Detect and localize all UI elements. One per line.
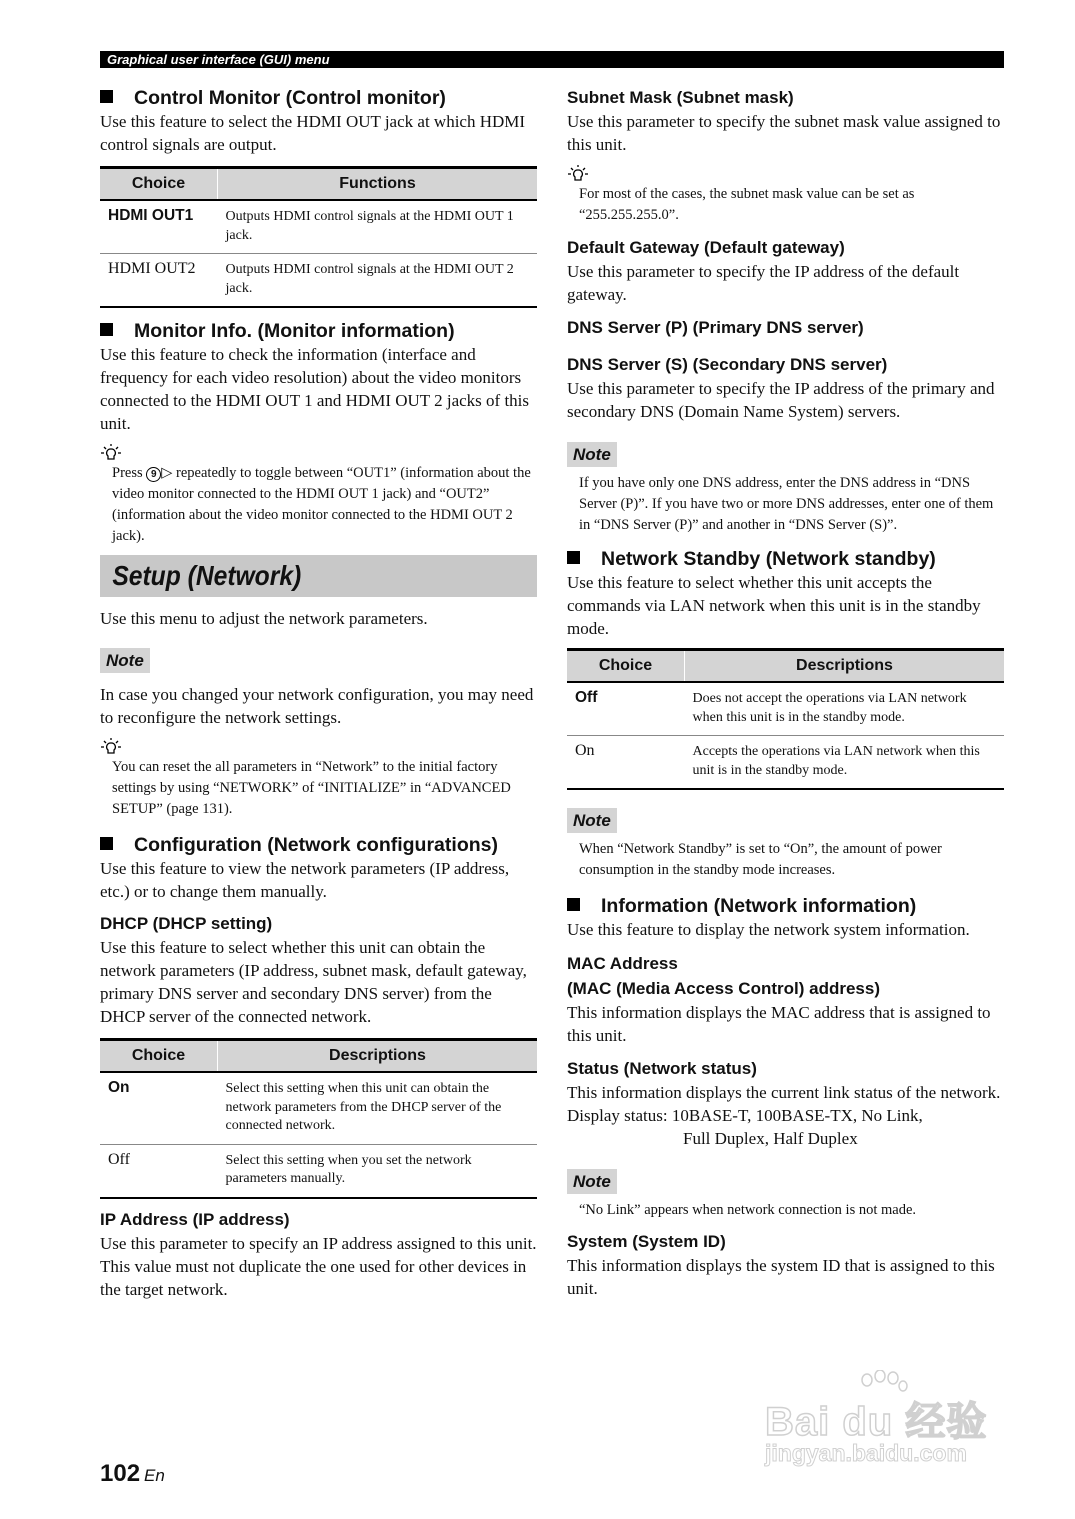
section-header-bar [100,51,1004,68]
table-header-descriptions: Descriptions [218,1040,538,1073]
configuration-body: Use this feature to view the network parameters (IP address, etc.) or to change them manually. [100,859,510,901]
mac-address-body: This information displays the MAC address that is assigned to this unit. [567,1003,991,1045]
table-header-choice: Choice [567,650,685,683]
dns-primary-heading: DNS Server (P) (Primary DNS server) [567,318,864,337]
table-header-functions: Functions [218,168,538,201]
ip-address-heading: IP Address (IP address) [100,1209,290,1229]
network-standby-table [567,648,1004,790]
status-note: “No Link” appears when network connection is not made. [579,1202,917,1218]
note-label: Note [567,808,617,833]
table-row [100,1144,537,1198]
setup-network-intro: Use this menu to adjust the network parameters. [100,609,428,628]
system-id-body: This information displays the system ID that is assigned to this unit. [567,1256,995,1298]
watermark-brand: Bai du 经验 [765,1400,988,1444]
right-column [567,86,1004,1300]
control-monitor-table [100,166,537,308]
configuration-heading: Configuration (Network configurations) [100,833,537,857]
setup-network-note: In case you changed your network configuration, you may need to reconfigure the network settings. [100,685,534,727]
table-cell-desc: Select this setting when this unit can obtain the network parameters from the DHCP server of the connected network. [218,1072,538,1144]
page-number: 102 En [100,1460,165,1487]
table-cell-choice: On [567,736,685,790]
right-arrow-icon: ▷ [161,465,173,481]
monitor-info-heading: Monitor Info. (Monitor information) [100,319,537,343]
dns-body: Use this parameter to specify the IP address of the primary and secondary DNS (Domain Name System) servers. [567,379,995,421]
subnet-mask-body: Use this parameter to specify the subnet mask value assigned to this unit. [567,112,1001,154]
left-column [100,86,537,1301]
mac-address-heading: MAC Address [567,954,678,973]
monitor-info-body: Use this feature to check the information (interface and frequency for each video resolution) about the video monitors connected to the HDMI OUT 1 and HDMI OUT 2 jacks of this unit. [100,345,530,433]
table-cell-choice: On [100,1072,218,1144]
table-row [567,736,1004,790]
default-gateway-body: Use this parameter to specify the IP address of the default gateway. [567,262,960,304]
dhcp-heading: DHCP (DHCP setting) [100,914,273,933]
setup-network-banner [100,555,537,597]
table-cell-choice: HDMI OUT2 [100,254,218,308]
remote-button-9-icon: 9 [146,467,161,482]
table-row [567,682,1004,736]
subnet-mask-tip: For most of the cases, the subnet mask value can be set as “255.255.255.0”. [579,186,915,223]
table-cell-desc: Outputs HDMI control signals at the HDMI OUT 2 jack. [218,254,538,308]
display-status-values-2: Full Duplex, Half Duplex [683,1129,858,1148]
ip-address-body: Use this parameter to specify an IP address assigned to this unit. This value must not duplicate the one used for other devices in the target network. [100,1233,537,1299]
tip-lightbulb-icon [100,737,122,757]
setup-network-title: Setup (Network) [112,560,302,591]
status-body: This information displays the current link status of the network. [567,1083,1001,1102]
system-id-heading: System (System ID) [567,1232,726,1251]
table-header-choice: Choice [100,168,218,201]
section-header-title: Graphical user interface (GUI) menu [107,52,330,67]
network-standby-note: When “Network Standby” is set to “On”, the amount of power consumption in the standby mode increases. [579,841,942,878]
table-cell-choice: Off [567,682,685,736]
note-label: Note [567,442,617,467]
status-heading: Status (Network status) [567,1059,757,1078]
table-row [100,200,537,254]
page-lang: En [144,1466,165,1485]
tip-lightbulb-icon [100,443,122,463]
baidu-watermark [765,1370,1010,1480]
table-cell-desc: Select this setting when you set the network parameters manually. [218,1144,538,1198]
note-label: Note [567,1169,617,1194]
setup-network-tip: You can reset the all parameters in “Network” to the initial factory settings by using “NETWORK” of “INITIALIZE” in “ADVANCED SETUP” (page 131). [112,759,511,817]
control-monitor-heading: Control Monitor (Control monitor) [100,86,537,110]
table-row [100,254,537,308]
table-cell-desc: Does not accept the operations via LAN network when this unit is in the standby mode. [685,682,1005,736]
display-status-line [567,1104,1004,1127]
bullet-square-icon [100,837,113,850]
display-status-label: Display status: [567,1106,668,1125]
mac-address-subheading: (MAC (Media Access Control) address) [567,979,880,998]
information-body: Use this feature to display the network system information. [567,920,970,939]
table-cell-choice: Off [100,1144,218,1198]
control-monitor-body: Use this feature to select the HDMI OUT jack at which HDMI control signals are output. [100,112,526,154]
table-row [100,1072,537,1144]
table-cell-choice: HDMI OUT1 [100,200,218,254]
bullet-square-icon [100,90,113,103]
monitor-info-tip: Press 9 ▷ repeatedly to toggle between “OUT1” (information about the video monitor connected to the HDMI OUT 1 jack) and “OUT2” (information about the video monitor connected to the HDMI OUT 2 jack). [112,465,531,544]
subnet-mask-heading: Subnet Mask (Subnet mask) [567,88,794,107]
dns-secondary-heading: DNS Server (S) (Secondary DNS server) [567,355,888,374]
bullet-square-icon [100,323,113,336]
watermark-url: jingyan.baidu.com [765,1440,967,1466]
network-standby-heading: Network Standby (Network standby) [567,547,1004,571]
bullet-square-icon [567,898,580,911]
table-cell-desc: Outputs HDMI control signals at the HDMI OUT 1 jack. [218,200,538,254]
table-header-descriptions: Descriptions [685,650,1005,683]
tip-lightbulb-icon [567,164,589,184]
network-standby-body: Use this feature to select whether this unit accepts the commands via LAN network when this unit is in the standby mode. [567,573,981,638]
table-header-choice: Choice [100,1040,218,1073]
dhcp-body: Use this feature to select whether this unit can obtain the network parameters (IP address, subnet mask, default gateway, primary DNS server and secondary DNS server) from the DHCP server of the connected network. [100,938,527,1026]
dhcp-table [100,1038,537,1199]
dns-note: If you have only one DNS address, enter the DNS address in “DNS Server (P)”. If you have two or more DNS addresses, enter one of them in “DNS Server (P)” and another in “DNS Server (S)”. [579,475,994,533]
bullet-square-icon [567,551,580,564]
information-heading: Information (Network information) [567,894,1004,918]
display-status-values-1: 10BASE-T, 100BASE-TX, No Link, [671,1106,923,1125]
default-gateway-heading: Default Gateway (Default gateway) [567,238,845,257]
table-cell-desc: Accepts the operations via LAN network when this unit is in the standby mode. [685,736,1005,790]
note-label: Note [100,648,150,673]
